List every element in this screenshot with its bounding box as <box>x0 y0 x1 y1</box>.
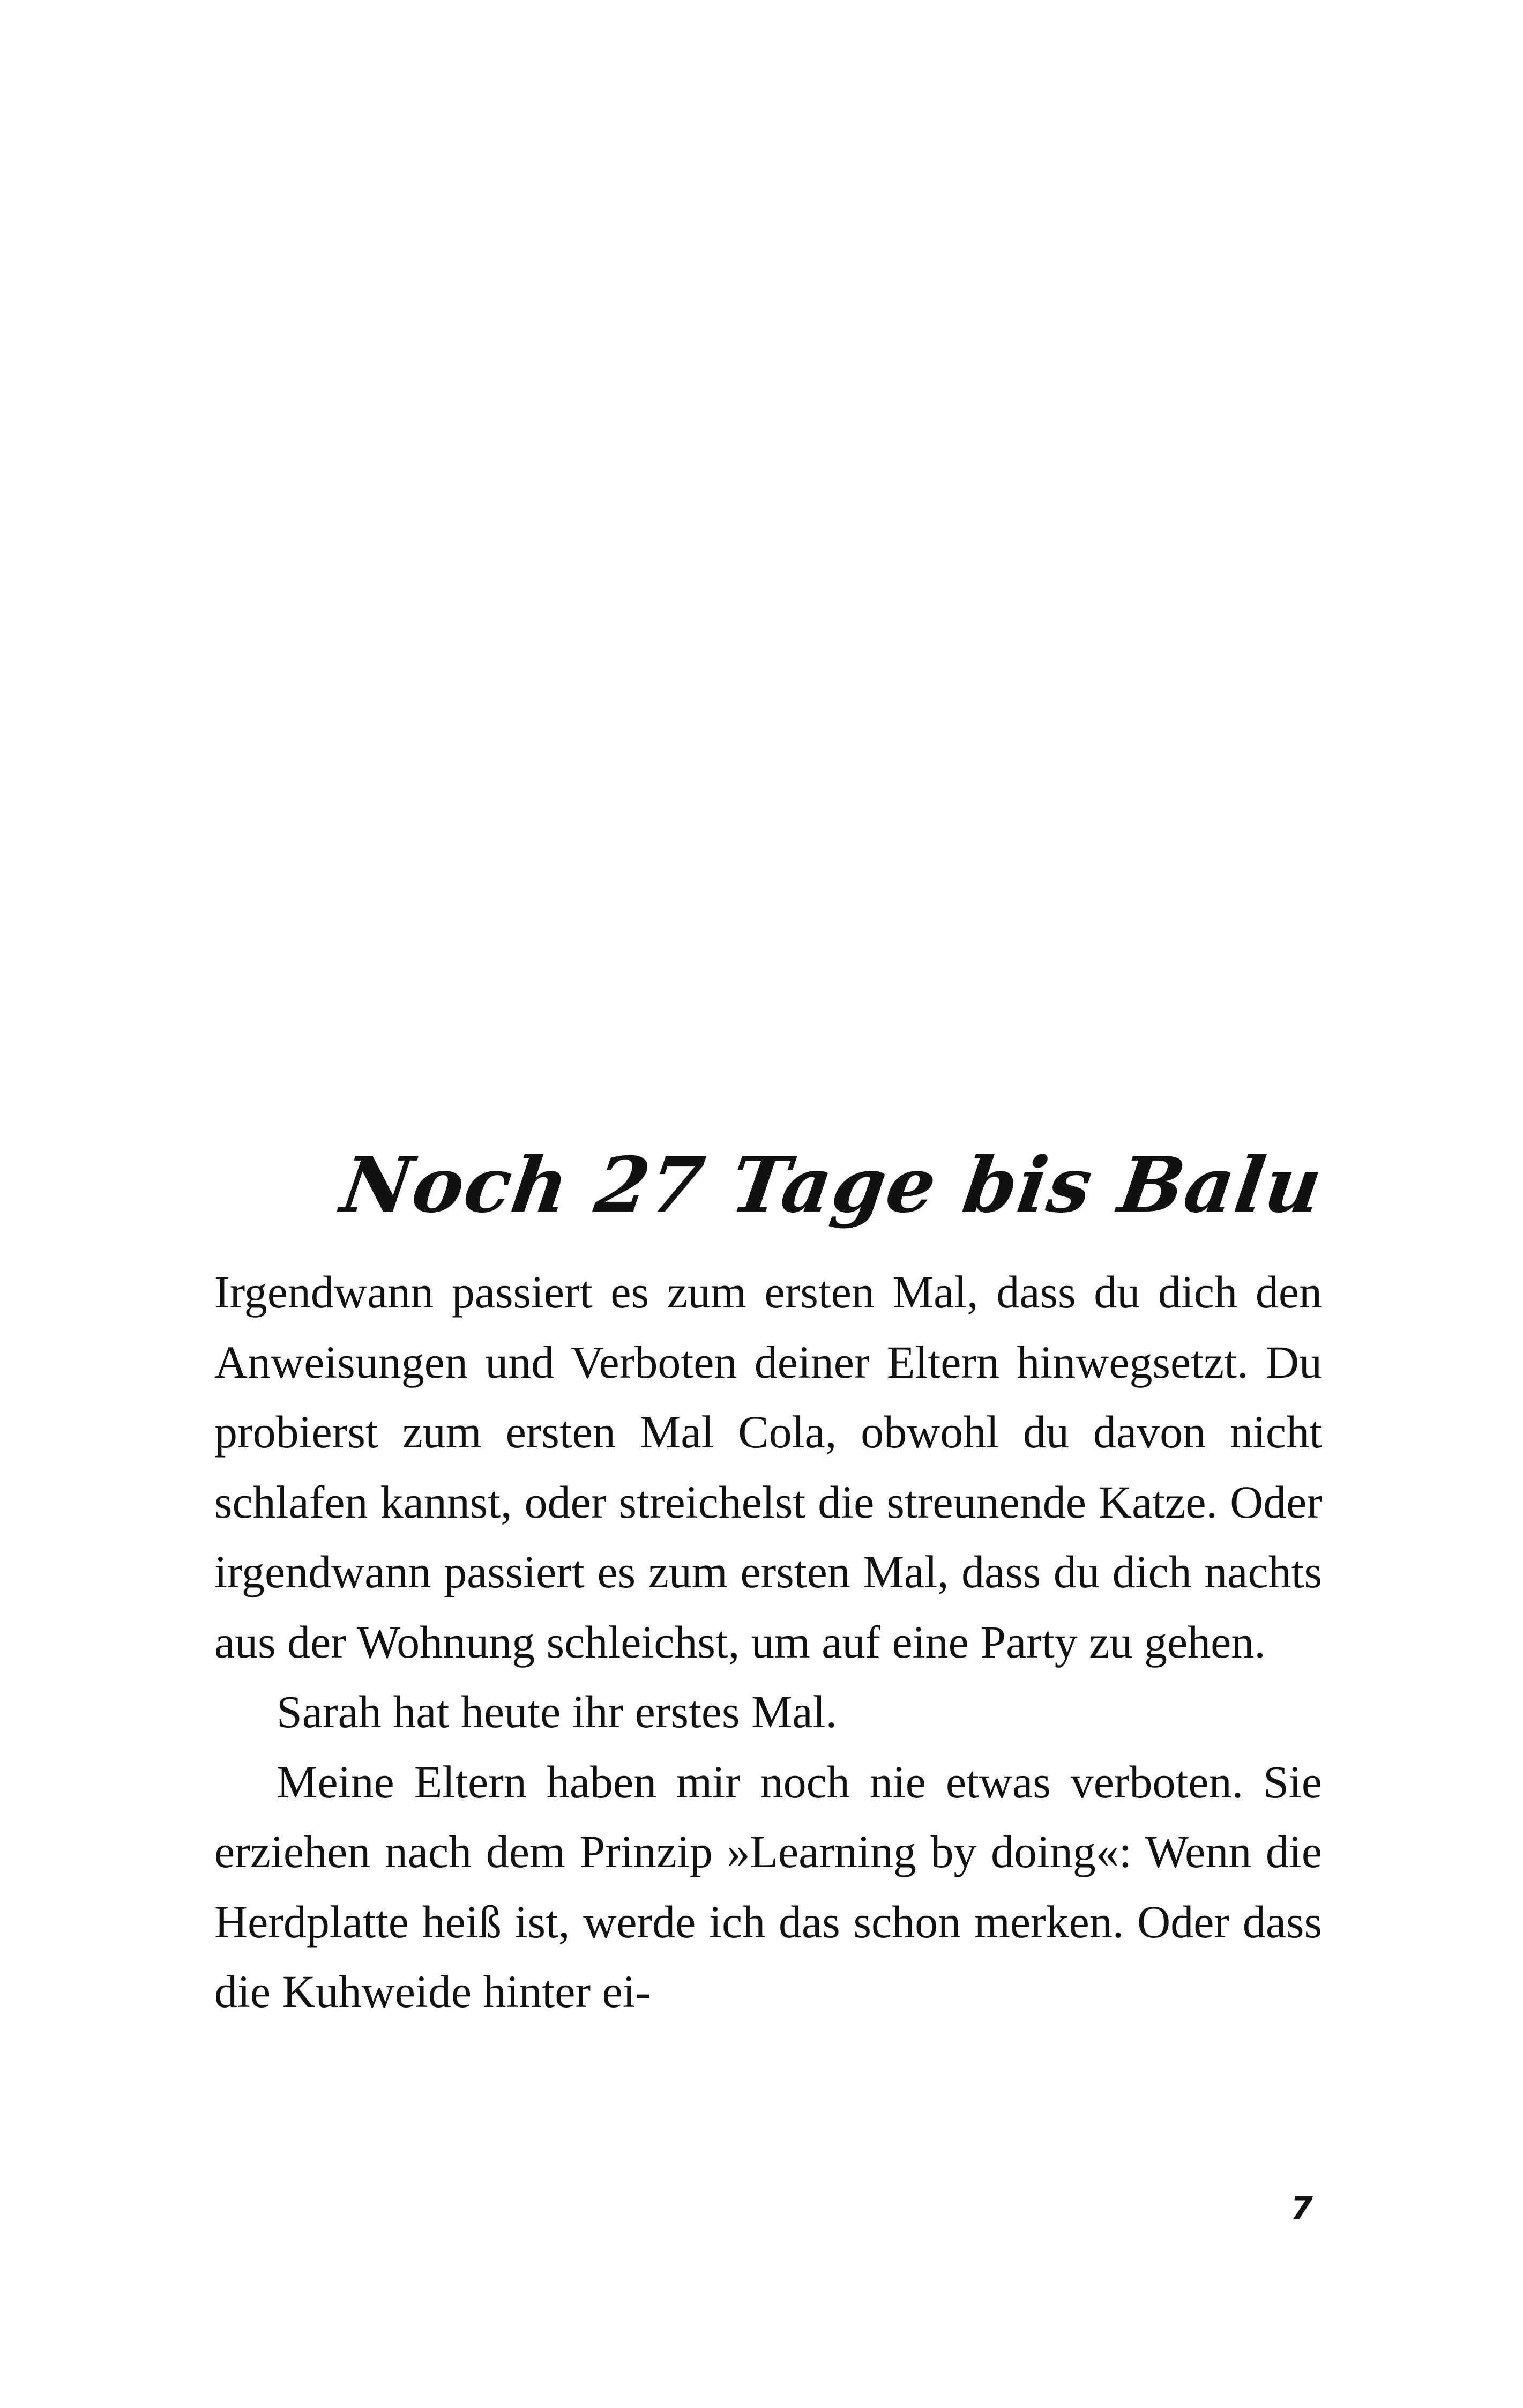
paragraph: Irgendwann passiert es zum ersten Mal, dass du dich den Anweisungen und Verboten deiner Eltern hinwegsetzt. Du probierst zum ersten Mal Cola, obwohl du davon nicht schlafen kannst, oder streichelst die streunende Katze. Oder irgendwann passiert es zum ersten Mal, dass du dich nachts aus der Wohnung schleichst, um auf eine Party zu gehen. <box>214 1266 1322 1668</box>
body-text <box>214 1257 1322 2027</box>
paragraph: Meine Eltern haben mir noch nie etwas verboten. Sie erziehen nach dem Prinzip »Learning by doing«: Wenn die Herdplatte heiß ist, werde ich das schon merken. Oder dass die Kuhweide hinter ei- <box>214 1756 1322 2017</box>
page-number: 7 <box>1290 2190 1313 2227</box>
paragraph: Sarah hat heute ihr erstes Mal. <box>277 1686 837 1737</box>
chapter-title: Noch 27 Tage bis Balu <box>336 1141 1328 1230</box>
